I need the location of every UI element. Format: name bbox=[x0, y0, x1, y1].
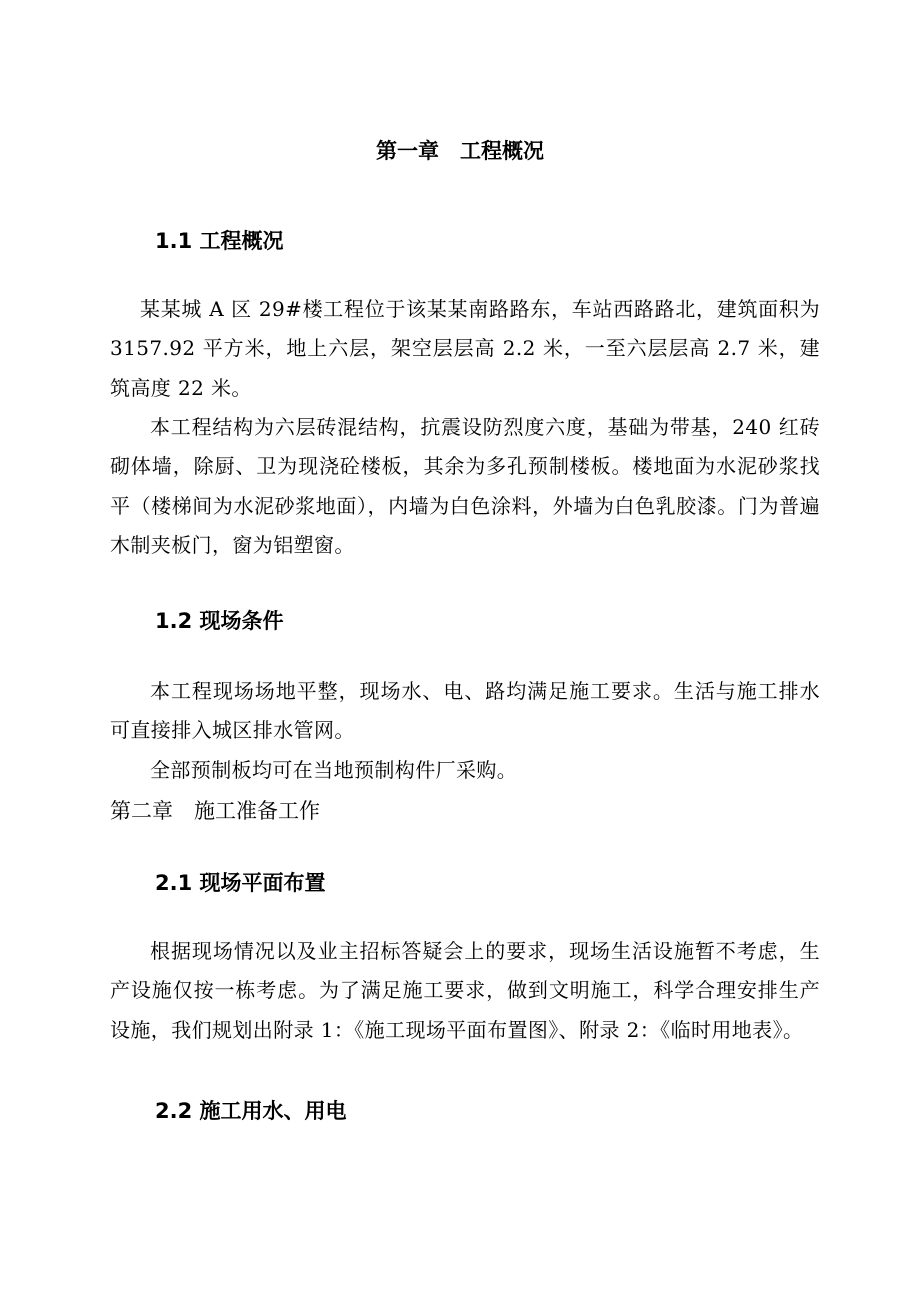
section-1-2-paragraph-1: 本工程现场场地平整，现场水、电、路均满足施工要求。生活与施工排水可直接排入城区排水管网。 bbox=[110, 679, 820, 743]
chapter-2-title: 第二章 施工准备工作 bbox=[110, 799, 320, 823]
chapter-1-title: 第一章 工程概况 bbox=[376, 139, 544, 163]
section-1-1-heading: 1.1 工程概况 bbox=[155, 229, 284, 253]
section-2-2-heading: 2.2 施工用水、用电 bbox=[155, 1099, 347, 1123]
section-1-2-paragraph-2: 全部预制板均可在当地预制构件厂采购。 bbox=[150, 758, 518, 782]
section-2-1-paragraph-1: 根据现场情况以及业主招标答疑会上的要求，现场生活设施暂不考虑，生产设施仅按一栋考虑。为了满足施工要求，做到文明施工，科学合理安排生产设施，我们规划出附录 1：《施工现场平面布置图》、附录 2：《临时用地表》。 bbox=[110, 939, 820, 1042]
section-1-1-paragraph-1: 某某城 A 区 29#楼工程位于该某某南路路东，车站西路路北，建筑面积为 3157.92 平方米，地上六层，架空层层高 2.2 米，一至六层层高 2.7 米，建筑高度 22 米。 bbox=[110, 297, 820, 400]
section-2-1-heading: 2.1 现场平面布置 bbox=[155, 871, 326, 895]
section-1-2-heading: 1.2 现场条件 bbox=[155, 609, 284, 633]
section-1-1-paragraph-2: 本工程结构为六层砖混结构，抗震设防烈度六度，基础为带基，240 红砖砌体墙，除厨、卫为现浇砼楼板，其余为多孔预制楼板。楼地面为水泥砂浆找平（楼梯间为水泥砂浆地面），内墙为白色涂料，外墙为白色乳胶漆。门为普遍木制夹板门，窗为铝塑窗。 bbox=[110, 415, 820, 557]
